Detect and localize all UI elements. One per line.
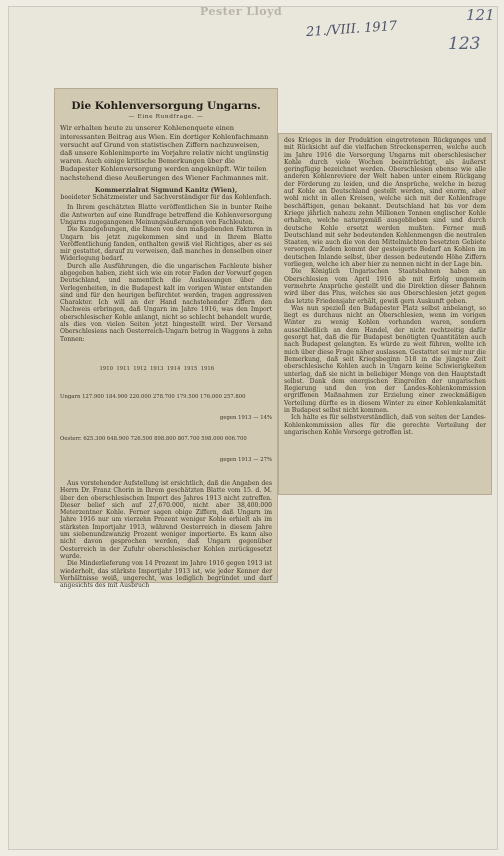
table-row-ungarn: Ungarn 127.900 184.900 220.000 278.700 179.500 176.000 257.800 <box>60 393 246 400</box>
paragraph: Die Königlich Ungarischen Staatsbahnen haben an Oberschlesien vom April 1916 ab mit Erfolg ungemein vermehrte Ansprüche gestellt und die Direktion dieser Bahnen wird über das Plus, welches sie aus Oberschlesien jetzt gegen das letzte Friedensjahr erhält, gewiß gern Auskunft geben. <box>284 268 486 305</box>
table-growth-1: gegen 1913 — 14% <box>219 414 272 421</box>
newspaper-stamp: Pester Lloyd <box>200 5 283 18</box>
paragraph: Ich halte es für selbstverständlich, daß von seiten der Landes-Kohlenkommission alles für die gerechte Verteilung der ungarischen Kohle Vorsorge getroffen ist. <box>284 414 486 436</box>
page-number: 121 <box>466 6 495 24</box>
paragraph: des Krieges in der Produktion eingetretenen Rückganges und mit Rücksicht auf die vielfachen Streckensperren, welche auch im Jahre 1916 die Versorgung Ungarns mit oberschlesischer Kohle durch viele Wochen beeinträchtigt, als äußerst geringfügig bezeichnet werden. Oberschlesien ebenso wie alle anderen Kohlenreviere der Welt haben unter einem Rückgang der Förderung zu leiden, und die Ansprüche, welche in bezug auf Kohle an Deutschland gestellt werden, sind enorm, aber wohl nicht in allen Kreisen, welche sich mit der Kohlenfrage beschäftigen, genau bekannt. Deutschland hat bis vor dem Kriege jährlich nahezu zehn Millionen Tonnen englischer Kohle erhalten, welche naturgemäß ausgeblieben sind und durch deutsche Kohle ersetzt werden mußten. Ferner muß Deutschland mit sehr bedeutenden Kohlenmengen die neutralen Staaten, wie auch die von den Mittelmächten besetzten Gebiete versorgen. Zudem kommt der gesteigerte Bedarf an Kohlen im deutschen Inlande selbst, über dessen bedeutende Höhe Ziffern vorliegen, welche ich aber hier zu nennen nicht in der Lage bin. <box>284 137 486 269</box>
article-intro: Wir erhalten heute zu unserer Kohlenenquete einen interessanten Beitrag aus Wien. Ein dortiger Kohlenfachmann versucht auf Grund von statistischen Ziffern nachzuweisen, daß unsere Kohlenimporte im Vorjahre relativ nicht ungünstig waren. Auch einige kritische Bemerkungen über die Budapester Kohlenversorgung werden angeknüpft. Wir teilen nachstehend diese Aeußerungen des Wiener Fachmannes mit. <box>60 124 269 182</box>
paragraph: Durch alle Ausführungen, die die ungarischen Fachleute bisher abgegeben haben, zieht sich wie ein roter Faden der Vorwurf gegen Deutschland, und namentlich die Auslassungen über die Verlegenheiten, in die Budapest kalt im vorigen Winter entstanden sind und für den heurigen befürchtet werden, tragen aggressiven Charakter. Ich will an der Hand nachstehender Ziffern den Nachweis erbringen, daß Ungarn im Jahre 1916, was den Import oberschlesischer Kohle anlangt, nicht so schlecht behandelt wurde, als dies von vielen Seiten jetzt hingestellt wird. Der Versand Oberschlesiens nach Oesterreich-Ungarn betrug in Waggons à zehn Tonnen: <box>60 262 272 343</box>
article-subtitle: — Eine Rundfrage. — <box>128 114 204 120</box>
handwritten-date: 21./VIII. 1917 <box>305 18 398 41</box>
author-role: beeideter Schätzmeister und Sachverständiger für das Kohlenfach. <box>60 193 272 201</box>
folio-number: 123 <box>448 34 481 54</box>
table-growth-2: gegen 1913 — 27% <box>219 456 272 463</box>
import-table <box>60 345 272 478</box>
table-row-oesterreich: Oesterr. 625.300 648.900 726.500 898.800 807.700 598.000 606.700 <box>60 435 247 442</box>
author-name: Kommerzialrat Sigmund Kanitz (Wien), <box>94 185 238 194</box>
paragraph: In Ihrem geschätzten Blatte veröffentlichen Sie in bunter Reihe die Antworten auf eine Rundfrage betreffend die Kohlenversorgung Ungarns zugegangenen Meinungsäußerungen von Fachleuten. <box>60 204 272 226</box>
paragraph: Die Minderlieferung von 14 Prozent im Jahre 1916 gegen 1913 ist wiederholt, das stärkste Importjahr 1913 ist, wie jeder Kenner der Verhältnisse weiß, ungerecht, was lediglich begründet und darf angesichts des mit Ausbruch <box>60 560 272 590</box>
clipping-column-1 <box>54 88 278 590</box>
paragraph: Was nun speziell den Budapester Platz selbst anbelangt, so liegt es durchaus nicht an Oberschlesien, wenn im vorigen Winter zu wenig Kohlen vorhanden waren, sondern ausschließlich an dem Handel, der nicht rechtzeitig dafür gesorgt hat, daß die für Budapest benötigten Quantitäten auch nach Budapest gelangten. Es würde zu weit führen, wollte ich mich über diese Frage näher auslassen. Gestattet sei mir nur die Bemerkung, daß seit Kriegsbeginn 518 in die jüngste Zeit oberschlesische Kohlen auch in Ungarn keine Schwierigkeiten unterlag, daß sie nicht in beliebiger Menge von den Hauptstadt selbst. Dank dem energischen Eingreifen der ungarischen Regierung und den von der Landes-Kohlenkommission ergriffenen Maßnahmen zur Erzielung einer zweckmäßigen Verteilung dürfte es in diesem Winter zu einer Kohlenkalamität in Budapest selbst nicht kommen. <box>284 304 486 414</box>
clipping-column-2 <box>278 133 492 495</box>
article-title: Die Kohlenversorgung Ungarns. <box>71 100 261 112</box>
paragraph: Aus vorstehender Aufstellung ist ersichtlich, daß die Angaben des Herrn Dr. Franz Chorin in Ihrem geschätzten Blatte vom 15. d. M. über den oberschlesischen Import des Jahres 1913 nicht zutreffen. Dieser belief sich auf 27,670.000, nicht aber 38,400.000 Meterzentner Kohle. Ferner sagen obige Ziffern, daß Ungarn im Jahre 1916 nur um vierzehn Prozent weniger Kohle erhielt als im stärksten Importjahr 1913, während Oesterreich in diesem Jahre um siebenundzwanzig Prozent weniger importierte. Es kann also nicht davon gesprochen werden, daß Ungarn gegenüber Oesterreich in der Zufuhr oberschlesischer Kohlen zurückgesetzt wurde. <box>60 479 272 560</box>
table-row-years: 1910 1911 1912 1913 1914 1915 1916 <box>99 365 215 372</box>
paragraph: Die Kundgebungen, die Ihnen von den maßgebenden Faktoren in Ungarn bis jetzt zugekommen sind und in Ihrem Blatte Veröffentlichung fanden, enthalten gewiß viel Richtiges, aber es sei mir gestattet, darauf zu verweisen, daß manches in denselben einer Widerlegung bedarf. <box>60 226 272 263</box>
